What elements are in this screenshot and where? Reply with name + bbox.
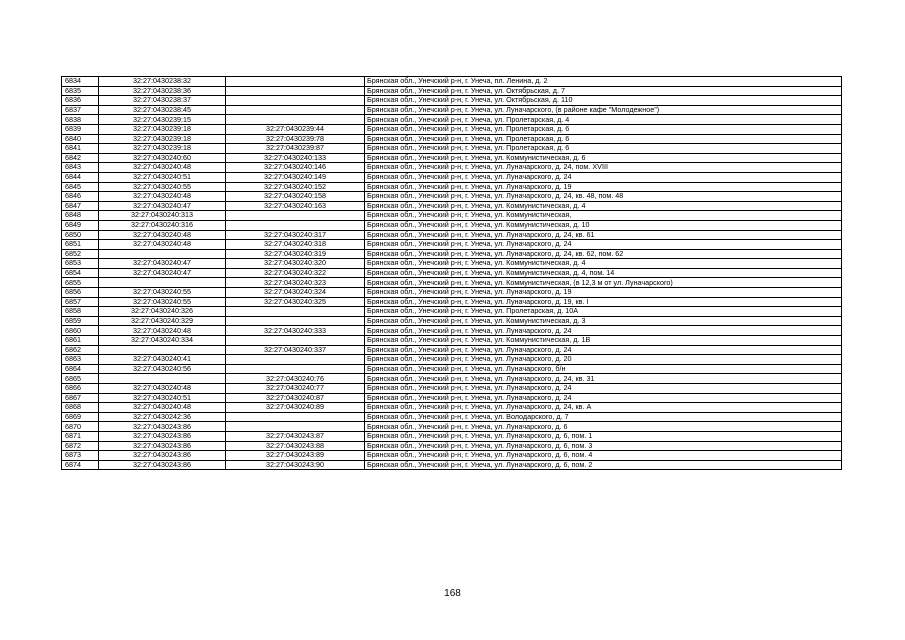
cadastral-number-cell: 32:27:0430240:41 (99, 355, 226, 365)
linked-cadastral-number-cell (226, 220, 365, 230)
table-row (62, 201, 842, 211)
address-cell: Брянская обл., Унечский р-н, г. Унеча, ул. Луначарского, д. 24, кв. 48, пом. 48 (365, 192, 842, 202)
row-number-cell: 6841 (62, 144, 99, 154)
row-number-cell: 6838 (62, 115, 99, 125)
cadastral-number-cell (99, 374, 226, 384)
row-number-cell: 6851 (62, 240, 99, 250)
address-cell: Брянская обл., Унечский р-н, г. Унеча, ул. Луначарского, д. 20 (365, 355, 842, 365)
cadastral-number-cell: 32:27:0430240:326 (99, 307, 226, 317)
table-row (62, 336, 842, 346)
row-number-cell: 6869 (62, 412, 99, 422)
row-number-cell: 6856 (62, 288, 99, 298)
row-number-cell: 6842 (62, 153, 99, 163)
address-cell: Брянская обл., Унечский р-н, г. Унеча, ул. Коммунистическая, д. 6 (365, 153, 842, 163)
address-cell: Брянская обл., Унечский р-н, г. Унеча, ул. Коммунистическая, д. 4 (365, 201, 842, 211)
address-cell: Брянская обл., Унечский р-н, г. Унеча, ул. Пролетарская, д. 4 (365, 115, 842, 125)
linked-cadastral-number-cell (226, 115, 365, 125)
linked-cadastral-number-cell: 32:27:0430240:133 (226, 153, 365, 163)
table-row (62, 115, 842, 125)
table-row (62, 460, 842, 470)
row-number-cell: 6866 (62, 384, 99, 394)
cadastral-number-cell: 32:27:0430240:51 (99, 393, 226, 403)
table-row (62, 86, 842, 96)
linked-cadastral-number-cell: 32:27:0430240:87 (226, 393, 365, 403)
row-number-cell: 6834 (62, 77, 99, 87)
row-number-cell: 6859 (62, 316, 99, 326)
table-row (62, 268, 842, 278)
linked-cadastral-number-cell (226, 77, 365, 87)
address-cell: Брянская обл., Унечский р-н, г. Унеча, ул. Луначарского, д. 19 (365, 288, 842, 298)
address-cell: Брянская обл., Унечский р-н, г. Унеча, ул. Луначарского, д. 24, кв. 31 (365, 374, 842, 384)
table-row (62, 220, 842, 230)
row-number-cell: 6863 (62, 355, 99, 365)
address-cell: Брянская обл., Унечский р-н, г. Унеча, ул. Коммунистическая, д. 3 (365, 316, 842, 326)
linked-cadastral-number-cell (226, 211, 365, 221)
linked-cadastral-number-cell: 32:27:0430240:333 (226, 326, 365, 336)
row-number-cell: 6858 (62, 307, 99, 317)
linked-cadastral-number-cell (226, 316, 365, 326)
table-row (62, 134, 842, 144)
cadastral-number-cell: 32:27:0430240:47 (99, 201, 226, 211)
linked-cadastral-number-cell (226, 86, 365, 96)
registry-table (61, 76, 842, 470)
row-number-cell: 6861 (62, 336, 99, 346)
cadastral-number-cell: 32:27:0430240:51 (99, 172, 226, 182)
address-cell: Брянская обл., Унечский р-н, г. Унеча, ул. Луначарского, д. 19, кв. I (365, 297, 842, 307)
cadastral-number-cell: 32:27:0430240:48 (99, 192, 226, 202)
cadastral-number-cell: 32:27:0430240:56 (99, 364, 226, 374)
address-cell: Брянская обл., Унечский р-н, г. Унеча, ул. Октябрьская, д. 110 (365, 96, 842, 106)
cadastral-number-cell: 32:27:0430240:48 (99, 240, 226, 250)
address-cell: Брянская обл., Унечский р-н, г. Унеча, ул. Пролетарская, д. 10А (365, 307, 842, 317)
row-number-cell: 6852 (62, 249, 99, 259)
table-row (62, 431, 842, 441)
cadastral-number-cell: 32:27:0430238:36 (99, 86, 226, 96)
address-cell: Брянская обл., Унечский р-н, г. Унеча, ул. Луначарского, д. 6, пом. 1 (365, 431, 842, 441)
row-number-cell: 6870 (62, 422, 99, 432)
cadastral-number-cell: 32:27:0430240:60 (99, 153, 226, 163)
cadastral-number-cell: 32:27:0430240:48 (99, 403, 226, 413)
linked-cadastral-number-cell: 32:27:0430239:44 (226, 124, 365, 134)
table-row (62, 240, 842, 250)
cadastral-number-cell: 32:27:0430240:55 (99, 297, 226, 307)
cadastral-number-cell: 32:27:0430240:47 (99, 259, 226, 269)
cadastral-number-cell: 32:27:0430240:55 (99, 288, 226, 298)
address-cell: Брянская обл., Унечский р-н, г. Унеча, ул. Коммунистическая, (в 12,3 м от ул. Луначарского) (365, 278, 842, 288)
cadastral-number-cell: 32:27:0430238:37 (99, 96, 226, 106)
table-row (62, 192, 842, 202)
table-row (62, 451, 842, 461)
table-row (62, 326, 842, 336)
cadastral-number-cell: 32:27:0430238:32 (99, 77, 226, 87)
cadastral-number-cell: 32:27:0430240:48 (99, 384, 226, 394)
row-number-cell: 6860 (62, 326, 99, 336)
address-cell: Брянская обл., Унечский р-н, г. Унеча, ул. Луначарского, д. 19 (365, 182, 842, 192)
address-cell: Брянская обл., Унечский р-н, г. Унеча, ул. Володарского, д. 7 (365, 412, 842, 422)
table-row (62, 393, 842, 403)
row-number-cell: 6847 (62, 201, 99, 211)
linked-cadastral-number-cell: 32:27:0430240:163 (226, 201, 365, 211)
row-number-cell: 6837 (62, 105, 99, 115)
address-cell: Брянская обл., Унечский р-н, г. Унеча, ул. Луначарского, д. 6, пом. 2 (365, 460, 842, 470)
address-cell: Брянская обл., Унечский р-н, г. Унеча, ул. Коммунистическая, д. 4 (365, 259, 842, 269)
cadastral-number-cell: 32:27:0430240:55 (99, 182, 226, 192)
cadastral-number-cell: 32:27:0430243:86 (99, 451, 226, 461)
address-cell: Брянская обл., Унечский р-н, г. Унеча, ул. Коммунистическая, д. 10 (365, 220, 842, 230)
row-number-cell: 6865 (62, 374, 99, 384)
address-cell: Брянская обл., Унечский р-н, г. Унеча, ул. Пролетарская, д. 6 (365, 124, 842, 134)
table-row (62, 297, 842, 307)
cadastral-number-cell: 32:27:0430242:36 (99, 412, 226, 422)
linked-cadastral-number-cell: 32:27:0430240:319 (226, 249, 365, 259)
address-cell: Брянская обл., Унечский р-н, г. Унеча, ул. Луначарского, д. 24 (365, 393, 842, 403)
row-number-cell: 6844 (62, 172, 99, 182)
cadastral-number-cell: 32:27:0430240:48 (99, 326, 226, 336)
table-row (62, 249, 842, 259)
table-row (62, 374, 842, 384)
linked-cadastral-number-cell (226, 412, 365, 422)
linked-cadastral-number-cell: 32:27:0430240:317 (226, 230, 365, 240)
linked-cadastral-number-cell (226, 96, 365, 106)
row-number-cell: 6835 (62, 86, 99, 96)
row-number-cell: 6862 (62, 345, 99, 355)
table-row (62, 230, 842, 240)
address-cell: Брянская обл., Унечский р-н, г. Унеча, ул. Луначарского, д. 24 (365, 240, 842, 250)
row-number-cell: 6857 (62, 297, 99, 307)
address-cell: Брянская обл., Унечский р-н, г. Унеча, ул. Луначарского, д. 6, пом. 4 (365, 451, 842, 461)
cadastral-number-cell: 32:27:0430238:45 (99, 105, 226, 115)
table-row (62, 144, 842, 154)
cadastral-number-cell (99, 278, 226, 288)
row-number-cell: 6843 (62, 163, 99, 173)
table-row (62, 288, 842, 298)
linked-cadastral-number-cell: 32:27:0430240:158 (226, 192, 365, 202)
table-row (62, 182, 842, 192)
table-row (62, 278, 842, 288)
row-number-cell: 6854 (62, 268, 99, 278)
address-cell: Брянская обл., Унечский р-н, г. Унеча, ул. Луначарского, д. 6 (365, 422, 842, 432)
linked-cadastral-number-cell (226, 364, 365, 374)
address-cell: Брянская обл., Унечский р-н, г. Унеча, ул. Коммунистическая, (365, 211, 842, 221)
row-number-cell: 6871 (62, 431, 99, 441)
row-number-cell: 6867 (62, 393, 99, 403)
linked-cadastral-number-cell (226, 422, 365, 432)
address-cell: Брянская обл., Унечский р-н, г. Унеча, ул. Луначарского, д. 24 (365, 345, 842, 355)
linked-cadastral-number-cell: 32:27:0430240:320 (226, 259, 365, 269)
cadastral-number-cell: 32:27:0430240:316 (99, 220, 226, 230)
table-row (62, 77, 842, 87)
table-row (62, 441, 842, 451)
table-row (62, 211, 842, 221)
address-cell: Брянская обл., Унечский р-н, г. Унеча, ул. Луначарского, (в районе кафе "Молодежное") (365, 105, 842, 115)
cadastral-number-cell: 32:27:0430240:48 (99, 230, 226, 240)
page-number: 168 (444, 588, 461, 599)
cadastral-number-cell: 32:27:0430240:313 (99, 211, 226, 221)
row-number-cell: 6840 (62, 134, 99, 144)
cadastral-number-cell: 32:27:0430240:334 (99, 336, 226, 346)
cadastral-number-cell: 32:27:0430239:18 (99, 144, 226, 154)
address-cell: Брянская обл., Унечский р-н, г. Унеча, ул. Пролетарская, д. 6 (365, 134, 842, 144)
address-cell: Брянская обл., Унечский р-н, г. Унеча, ул. Луначарского, д. 24, кв. 62, пом. 62 (365, 249, 842, 259)
cadastral-number-cell: 32:27:0430240:47 (99, 268, 226, 278)
address-cell: Брянская обл., Унечский р-н, г. Унеча, ул. Луначарского, д. 6, пом. 3 (365, 441, 842, 451)
cadastral-number-cell: 32:27:0430240:48 (99, 163, 226, 173)
cadastral-number-cell: 32:27:0430243:86 (99, 460, 226, 470)
row-number-cell: 6848 (62, 211, 99, 221)
registry-table-body (62, 77, 842, 470)
address-cell: Брянская обл., Унечский р-н, г. Унеча, ул. Коммунистическая, д. 1В (365, 336, 842, 346)
table-row (62, 259, 842, 269)
table-row (62, 355, 842, 365)
table-row (62, 172, 842, 182)
linked-cadastral-number-cell: 32:27:0430240:322 (226, 268, 365, 278)
row-number-cell: 6855 (62, 278, 99, 288)
linked-cadastral-number-cell: 32:27:0430240:76 (226, 374, 365, 384)
cadastral-number-cell: 32:27:0430243:86 (99, 431, 226, 441)
linked-cadastral-number-cell: 32:27:0430240:152 (226, 182, 365, 192)
linked-cadastral-number-cell: 32:27:0430240:89 (226, 403, 365, 413)
table-row (62, 384, 842, 394)
row-number-cell: 6849 (62, 220, 99, 230)
address-cell: Брянская обл., Унечский р-н, г. Унеча, ул. Луначарского, д. 24, пом. XVIII (365, 163, 842, 173)
table-row (62, 403, 842, 413)
linked-cadastral-number-cell (226, 105, 365, 115)
cadastral-number-cell (99, 345, 226, 355)
linked-cadastral-number-cell (226, 307, 365, 317)
table-row (62, 345, 842, 355)
table-row (62, 422, 842, 432)
row-number-cell: 6868 (62, 403, 99, 413)
linked-cadastral-number-cell: 32:27:0430240:149 (226, 172, 365, 182)
cadastral-number-cell: 32:27:0430239:18 (99, 134, 226, 144)
address-cell: Брянская обл., Унечский р-н, г. Унеча, ул. Октябрьская, д. 7 (365, 86, 842, 96)
row-number-cell: 6853 (62, 259, 99, 269)
address-cell: Брянская обл., Унечский р-н, г. Унеча, ул. Луначарского, д. 24, кв. А (365, 403, 842, 413)
address-cell: Брянская обл., Унечский р-н, г. Унеча, ул. Луначарского, д. 24 (365, 384, 842, 394)
linked-cadastral-number-cell: 32:27:0430243:88 (226, 441, 365, 451)
linked-cadastral-number-cell: 32:27:0430239:78 (226, 134, 365, 144)
cadastral-number-cell: 32:27:0430239:15 (99, 115, 226, 125)
table-row (62, 316, 842, 326)
address-cell: Брянская обл., Унечский р-н, г. Унеча, ул. Луначарского, д. 24 (365, 172, 842, 182)
address-cell: Брянская обл., Унечский р-н, г. Унеча, ул. Луначарского, д. 24, кв. 61 (365, 230, 842, 240)
address-cell: Брянская обл., Унечский р-н, г. Унеча, ул. Луначарского, д. 24 (365, 326, 842, 336)
table-row (62, 163, 842, 173)
linked-cadastral-number-cell: 32:27:0430243:89 (226, 451, 365, 461)
linked-cadastral-number-cell: 32:27:0430240:324 (226, 288, 365, 298)
address-cell: Брянская обл., Унечский р-н, г. Унеча, ул. Коммунистическая, д. 4, пом. 14 (365, 268, 842, 278)
table-row (62, 364, 842, 374)
table-row (62, 153, 842, 163)
linked-cadastral-number-cell: 32:27:0430240:77 (226, 384, 365, 394)
cadastral-number-cell (99, 249, 226, 259)
cadastral-number-cell: 32:27:0430239:18 (99, 124, 226, 134)
address-cell: Брянская обл., Унечский р-н, г. Унеча, ул. Пролетарская, д. 6 (365, 144, 842, 154)
cadastral-number-cell: 32:27:0430240:329 (99, 316, 226, 326)
row-number-cell: 6839 (62, 124, 99, 134)
linked-cadastral-number-cell: 32:27:0430240:337 (226, 345, 365, 355)
linked-cadastral-number-cell: 32:27:0430239:87 (226, 144, 365, 154)
linked-cadastral-number-cell: 32:27:0430240:323 (226, 278, 365, 288)
table-row (62, 307, 842, 317)
row-number-cell: 6850 (62, 230, 99, 240)
table-row (62, 96, 842, 106)
table-row (62, 105, 842, 115)
cadastral-number-cell: 32:27:0430243:86 (99, 422, 226, 432)
row-number-cell: 6873 (62, 451, 99, 461)
linked-cadastral-number-cell: 32:27:0430240:325 (226, 297, 365, 307)
linked-cadastral-number-cell: 32:27:0430240:146 (226, 163, 365, 173)
row-number-cell: 6872 (62, 441, 99, 451)
table-row (62, 412, 842, 422)
address-cell: Брянская обл., Унечский р-н, г. Унеча, ул. Луначарского, б/н (365, 364, 842, 374)
row-number-cell: 6845 (62, 182, 99, 192)
cadastral-number-cell: 32:27:0430243:86 (99, 441, 226, 451)
address-cell: Брянская обл., Унечский р-н, г. Унеча, пл. Ленина, д. 2 (365, 77, 842, 87)
linked-cadastral-number-cell (226, 336, 365, 346)
linked-cadastral-number-cell: 32:27:0430240:318 (226, 240, 365, 250)
linked-cadastral-number-cell: 32:27:0430243:87 (226, 431, 365, 441)
row-number-cell: 6846 (62, 192, 99, 202)
row-number-cell: 6864 (62, 364, 99, 374)
table-row (62, 124, 842, 134)
row-number-cell: 6874 (62, 460, 99, 470)
row-number-cell: 6836 (62, 96, 99, 106)
linked-cadastral-number-cell (226, 355, 365, 365)
linked-cadastral-number-cell: 32:27:0430243:90 (226, 460, 365, 470)
